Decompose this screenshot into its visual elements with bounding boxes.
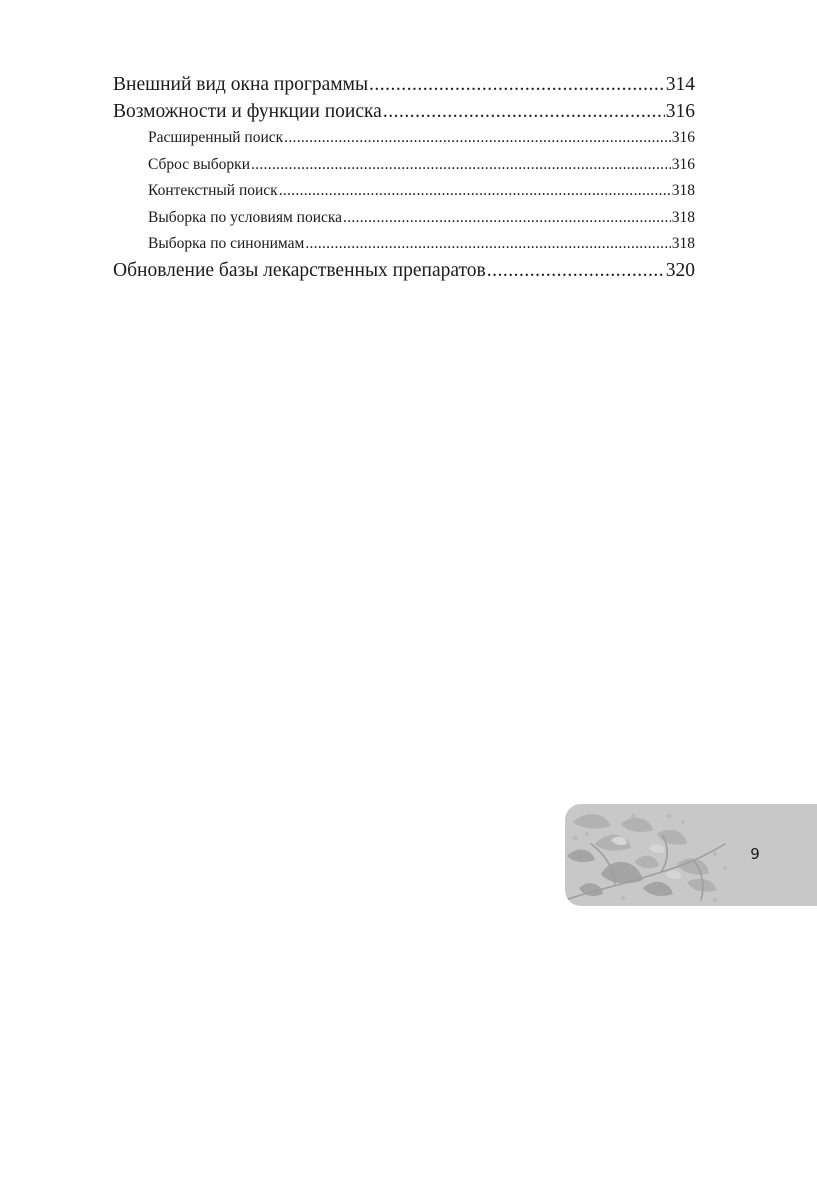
page-number: 9 bbox=[750, 845, 760, 863]
toc-entry-page: 318 bbox=[671, 208, 695, 226]
toc-entry-page: 318 bbox=[671, 182, 695, 199]
toc-entry-title: Сброс выборки bbox=[148, 155, 250, 173]
leaf-branch-ornament-icon bbox=[565, 804, 735, 906]
toc-entry-title: Расширенный поиск bbox=[148, 129, 284, 146]
toc-entry-title: Обновление базы лекарственных препаратов bbox=[113, 259, 486, 281]
toc-entry-page: 314 bbox=[665, 74, 695, 95]
toc-entry-page: 316 bbox=[671, 129, 695, 146]
toc-entry-title: Контекстный поиск bbox=[148, 182, 278, 199]
toc-entry-title: Выборка по синонимам bbox=[148, 235, 305, 252]
page-number-tab bbox=[565, 804, 817, 906]
toc-entry-page: 316 bbox=[665, 100, 695, 122]
toc-subentry[interactable] bbox=[113, 152, 695, 179]
table-of-contents bbox=[113, 72, 695, 284]
toc-entry-page: 320 bbox=[665, 259, 695, 281]
toc-dot-leader bbox=[383, 99, 665, 126]
toc-dot-leader bbox=[369, 72, 665, 99]
toc-entry-title: Выборка по условиям поиска bbox=[148, 208, 343, 226]
toc-dot-leader bbox=[305, 231, 670, 258]
toc-subentry[interactable] bbox=[113, 178, 695, 205]
toc-entry-title: Внешний вид окна программы bbox=[113, 74, 369, 95]
toc-dot-leader bbox=[487, 258, 665, 285]
toc-entry-page: 318 bbox=[671, 235, 695, 252]
toc-dot-leader bbox=[343, 205, 671, 232]
toc-entry-title: Возможности и функции поиска bbox=[113, 100, 382, 122]
toc-subentry[interactable] bbox=[113, 231, 695, 258]
toc-entry[interactable] bbox=[113, 99, 695, 126]
toc-entry[interactable] bbox=[113, 258, 695, 285]
toc-dot-leader bbox=[279, 178, 671, 205]
toc-entry-page: 316 bbox=[671, 155, 695, 173]
toc-dot-leader bbox=[284, 125, 671, 152]
toc-dot-leader bbox=[251, 152, 671, 179]
toc-subentry[interactable] bbox=[113, 205, 695, 232]
toc-subentry[interactable] bbox=[113, 125, 695, 152]
toc-entry[interactable] bbox=[113, 72, 695, 99]
